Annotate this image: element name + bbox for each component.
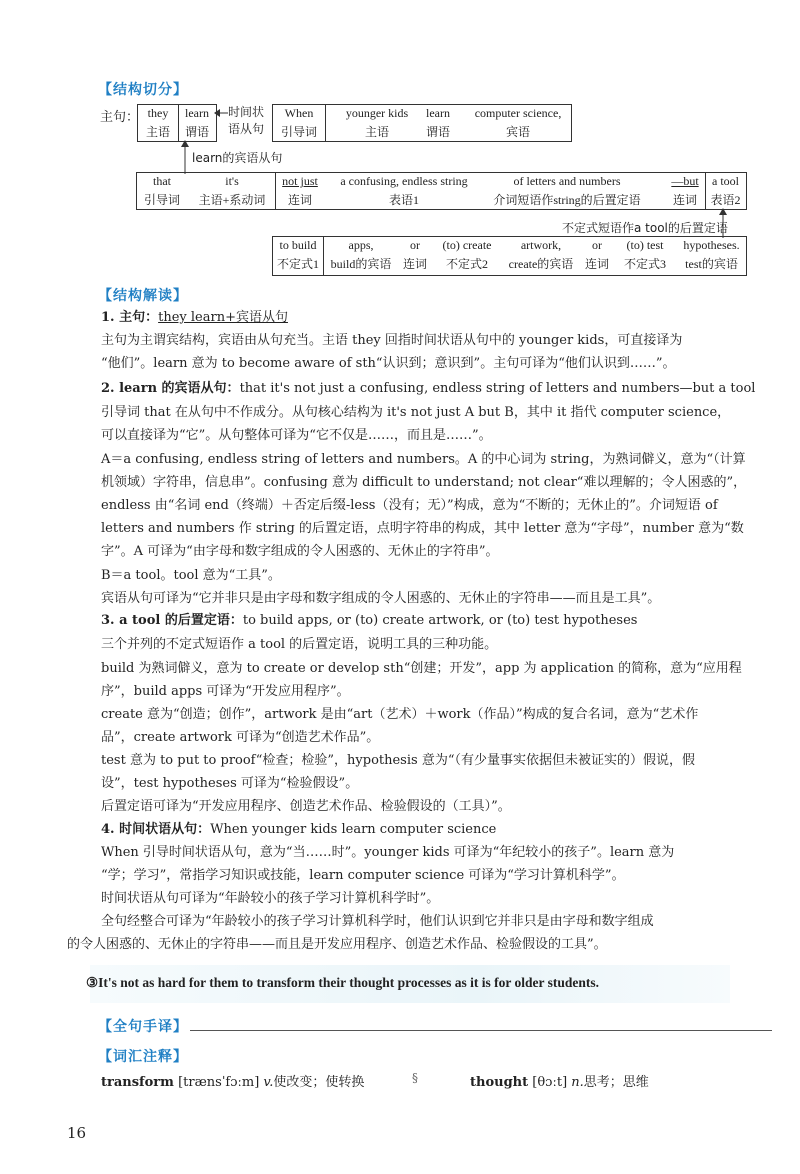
- label-line: 时间状: [228, 105, 265, 119]
- sentence-number: ③: [86, 975, 99, 990]
- diagram-cell: [485, 173, 649, 209]
- title-text: to build apps, or (to) create artwork, or (to) test hypotheses: [242, 613, 638, 628]
- cell-en: artwork,: [520, 238, 562, 252]
- sentence-3: [86, 975, 599, 991]
- vocab-word: thought: [470, 1075, 529, 1090]
- vocab-entry: [470, 1071, 649, 1090]
- cell-zh: 表语1: [388, 193, 419, 207]
- main-clause-box: [137, 104, 217, 142]
- paragraph-line: 引导词 that 在从句中不作成分。从句核心结构为 it's not just A but B，其中 it 指代 computer science，: [101, 405, 731, 420]
- cell-en: of letters and numbers: [513, 174, 621, 188]
- vocab-meaning: 使改变；使转换: [273, 1075, 365, 1090]
- diagram-cell: [323, 237, 399, 275]
- main-clause-label: 主句：: [100, 110, 140, 125]
- label-line: 语从句: [228, 122, 265, 136]
- infinitive-label: 不定式短语作a tool的后置定语: [562, 221, 728, 235]
- cell-en: or: [410, 238, 420, 252]
- cell-en: hypotheses.: [683, 238, 740, 252]
- title-label: 1. 主句：: [101, 310, 159, 325]
- subsection-title: [101, 310, 288, 326]
- diagram-cell: [178, 105, 216, 141]
- paragraph-line: 字”。A 可译为“由字母和数字组成的令人困惑的、无休止的字符串”。: [101, 544, 499, 559]
- arrow-up-icon: [718, 208, 728, 238]
- cell-zh: 介词短语作string的后置定语: [493, 193, 641, 207]
- paragraph-line: A＝a confusing, endless string of letters and numbers。A 的中心词为 string，为熟词僻义，意为“（计算: [101, 452, 746, 467]
- diagram-cell: [705, 173, 746, 209]
- vocab-separator: §: [412, 1071, 418, 1085]
- paragraph-line: B＝a tool。tool 意为“工具”。: [101, 568, 281, 583]
- paragraph-line: letters and numbers 作 string 的后置定语，点明字符串的构成，其中 letter 意为“字母”，number 意为“数: [101, 521, 744, 536]
- paragraph-line: 主句为主谓宾结构，宾语由从句充当。主语 they 回指时间状语从句中的 younger kids，可直接译为: [101, 333, 683, 348]
- paragraph-line: build 为熟词僻义，意为 to create or develop sth“创建；开发”，app 为 application 的简称，意为“应用程: [101, 661, 742, 676]
- section-heading-structure-explain: 【结构解读】: [98, 288, 188, 304]
- diagram-cell: [329, 173, 479, 209]
- diagram-cell: [615, 237, 675, 275]
- cell-en: learn: [426, 106, 450, 120]
- cell-zh: 主语+系动词: [198, 193, 266, 207]
- diagram-cell: [665, 173, 705, 209]
- diagram-cell: [275, 173, 325, 209]
- cell-en: not just: [282, 174, 318, 188]
- diagram-cell: [677, 237, 746, 275]
- cell-en: learn: [185, 106, 209, 120]
- cell-zh: 主语: [364, 125, 389, 139]
- title-text: When younger kids learn computer science: [210, 822, 497, 837]
- cell-zh: build的宾语: [330, 257, 392, 271]
- arrow-up-icon: [180, 140, 190, 174]
- sentence-text: It's not as hard for them to transform their thought processes as it is for older students.: [98, 975, 599, 990]
- cell-zh: 不定式3: [623, 257, 666, 271]
- cell-en: When: [284, 106, 314, 120]
- diagram-cell: [581, 237, 613, 275]
- cell-zh: 宾语: [505, 125, 530, 139]
- vocab-word: transform: [101, 1075, 174, 1090]
- cell-en: (to) create: [442, 238, 492, 252]
- paragraph-line: “他们”。learn 意为 to become aware of sth“认识到；意识到”。主句可译为“他们认识到……”。: [101, 356, 676, 371]
- diagram-cell: [399, 237, 431, 275]
- cell-en: computer science,: [474, 106, 562, 120]
- cell-en: a tool: [712, 174, 739, 188]
- paragraph-line: 序”，build apps 可译为“开发应用程序”。: [101, 684, 350, 699]
- cell-zh: 表语2: [710, 193, 741, 207]
- cell-zh: 引导词: [143, 193, 180, 207]
- title-label: 3. a tool 的后置定语：: [101, 613, 243, 628]
- vocab-pos: n.: [571, 1075, 584, 1090]
- diagram-cell: [465, 105, 571, 141]
- cell-zh: 引导词: [280, 125, 317, 139]
- paragraph-line: 三个并列的不定式短语作 a tool 的后置定语，说明工具的三种功能。: [101, 637, 498, 652]
- cell-en: apps,: [348, 238, 374, 252]
- cell-zh: 连词: [672, 193, 697, 207]
- page-number: 16: [67, 1124, 87, 1142]
- cell-zh: 不定式1: [276, 257, 319, 271]
- diagram-cell: [137, 173, 187, 209]
- object-clause-box: [136, 172, 747, 210]
- cell-en: they: [147, 106, 169, 120]
- time-adverbial-label: [228, 104, 264, 138]
- paragraph-line: 宾语从句可译为“它并非只是由字母和数字组成的令人困惑的、无休止的字符串——而且是工具”。: [101, 591, 661, 606]
- diagram-cell: [189, 173, 275, 209]
- paragraph-line: When 引导时间状语从句，意为“当……时”。younger kids 可译为“年纪较小的孩子”。learn 意为: [101, 845, 675, 860]
- cell-zh: test的宾语: [685, 257, 738, 271]
- section-heading-structure-split: 【结构切分】: [98, 82, 188, 98]
- paragraph-line: test 意为 to put to proof“检查；检验”，hypothesis 意为“（有少量事实依据但未被证实的）假说，假: [101, 753, 695, 768]
- cell-en: (to) test: [626, 238, 664, 252]
- cell-en: to build: [279, 238, 317, 252]
- subsection-title: [101, 381, 755, 397]
- subsection-title: [101, 822, 496, 838]
- title-label: 4. 时间状语从句：: [101, 822, 211, 837]
- cell-en: that: [153, 174, 171, 188]
- diagram-cell: [435, 237, 499, 275]
- diagram-cell: [138, 105, 178, 141]
- section-heading-full-translation: 【全句手译】: [98, 1019, 188, 1035]
- paragraph-line: create 意为“创造；创作”，artwork 是由“art（艺术）＋work（作品）”构成的复合名词，意为“艺术作: [101, 707, 699, 722]
- vocab-entry: [101, 1071, 364, 1090]
- diagram-cell: [273, 105, 325, 141]
- paragraph-line: 品”，create artwork 可译为“创造艺术作品”。: [101, 730, 380, 745]
- vocab-phonetic: [θɔːt]: [532, 1075, 568, 1090]
- section-heading-vocab: 【词汇注释】: [98, 1049, 188, 1065]
- title-text: that it's not just a confusing, endless string of letters and numbers—but a tool: [239, 381, 756, 396]
- translation-answer-line[interactable]: [190, 1030, 772, 1031]
- paragraph-line: 的令人困惑的、无休止的字符串——而且是开发应用程序、创造艺术作品、检验假设的工具”。: [67, 937, 607, 952]
- cell-zh: create的宾语: [508, 257, 574, 271]
- time-clause-box: [272, 104, 572, 142]
- title-label: 2. learn 的宾语从句：: [101, 381, 240, 396]
- paragraph-line: 后置定语可译为“开发应用程序、创造艺术作品、检验假设的（工具）”。: [101, 799, 511, 814]
- subsection-title: [101, 613, 637, 629]
- object-clause-label: learn的宾语从句: [192, 151, 283, 165]
- paragraph-line: 设”，test hypotheses 可译为“检验假设”。: [101, 776, 359, 791]
- cell-zh: 连词: [402, 257, 427, 271]
- cell-zh: 谓语: [425, 125, 450, 139]
- diagram-cell: [501, 237, 581, 275]
- vocab-phonetic: [trænsˈfɔːm]: [178, 1075, 260, 1090]
- cell-zh: 谓语: [184, 125, 209, 139]
- paragraph-line: “学；学习”，常指学习知识或技能，learn computer science 可译为“学习计算机科学”。: [101, 868, 625, 883]
- paragraph-line: 机领域）字符串，信息串”。confusing 意为 difficult to understand; not clear“难以理解的；令人困惑的”，: [101, 475, 747, 490]
- cell-en: younger kids: [345, 106, 409, 120]
- cell-en: —but: [671, 174, 699, 188]
- title-text: they learn+宾语从句: [158, 310, 288, 325]
- cell-zh: 连词: [287, 193, 312, 207]
- vocab-pos: v.: [263, 1075, 274, 1090]
- paragraph-line: endless 由“名词 end（终端）＋否定后缀-less（没有；无）”构成，意为“不断的；无休止的”。介词短语 of: [101, 498, 718, 513]
- cell-zh: 连词: [584, 257, 609, 271]
- paragraph-line: 可以直接译为“它”。从句整体可译为“它不仅是……，而且是……”。: [101, 428, 492, 443]
- cell-en: it's: [225, 174, 239, 188]
- paragraph-line: 时间状语从句可译为“年龄较小的孩子学习计算机科学时”。: [101, 891, 440, 906]
- infinitive-box: [272, 236, 747, 276]
- diagram-cell: [413, 105, 463, 141]
- vocab-meaning: 思考；思维: [583, 1075, 649, 1090]
- diagram-cell: [273, 237, 323, 275]
- cell-zh: 不定式2: [445, 257, 488, 271]
- cell-en: a confusing, endless string: [340, 174, 468, 188]
- cell-en: or: [592, 238, 602, 252]
- cell-zh: 主语: [145, 125, 170, 139]
- paragraph-line: 全句经整合可译为“年龄较小的孩子学习计算机科学时，他们认识到它并非只是由字母和数字组成: [101, 914, 654, 929]
